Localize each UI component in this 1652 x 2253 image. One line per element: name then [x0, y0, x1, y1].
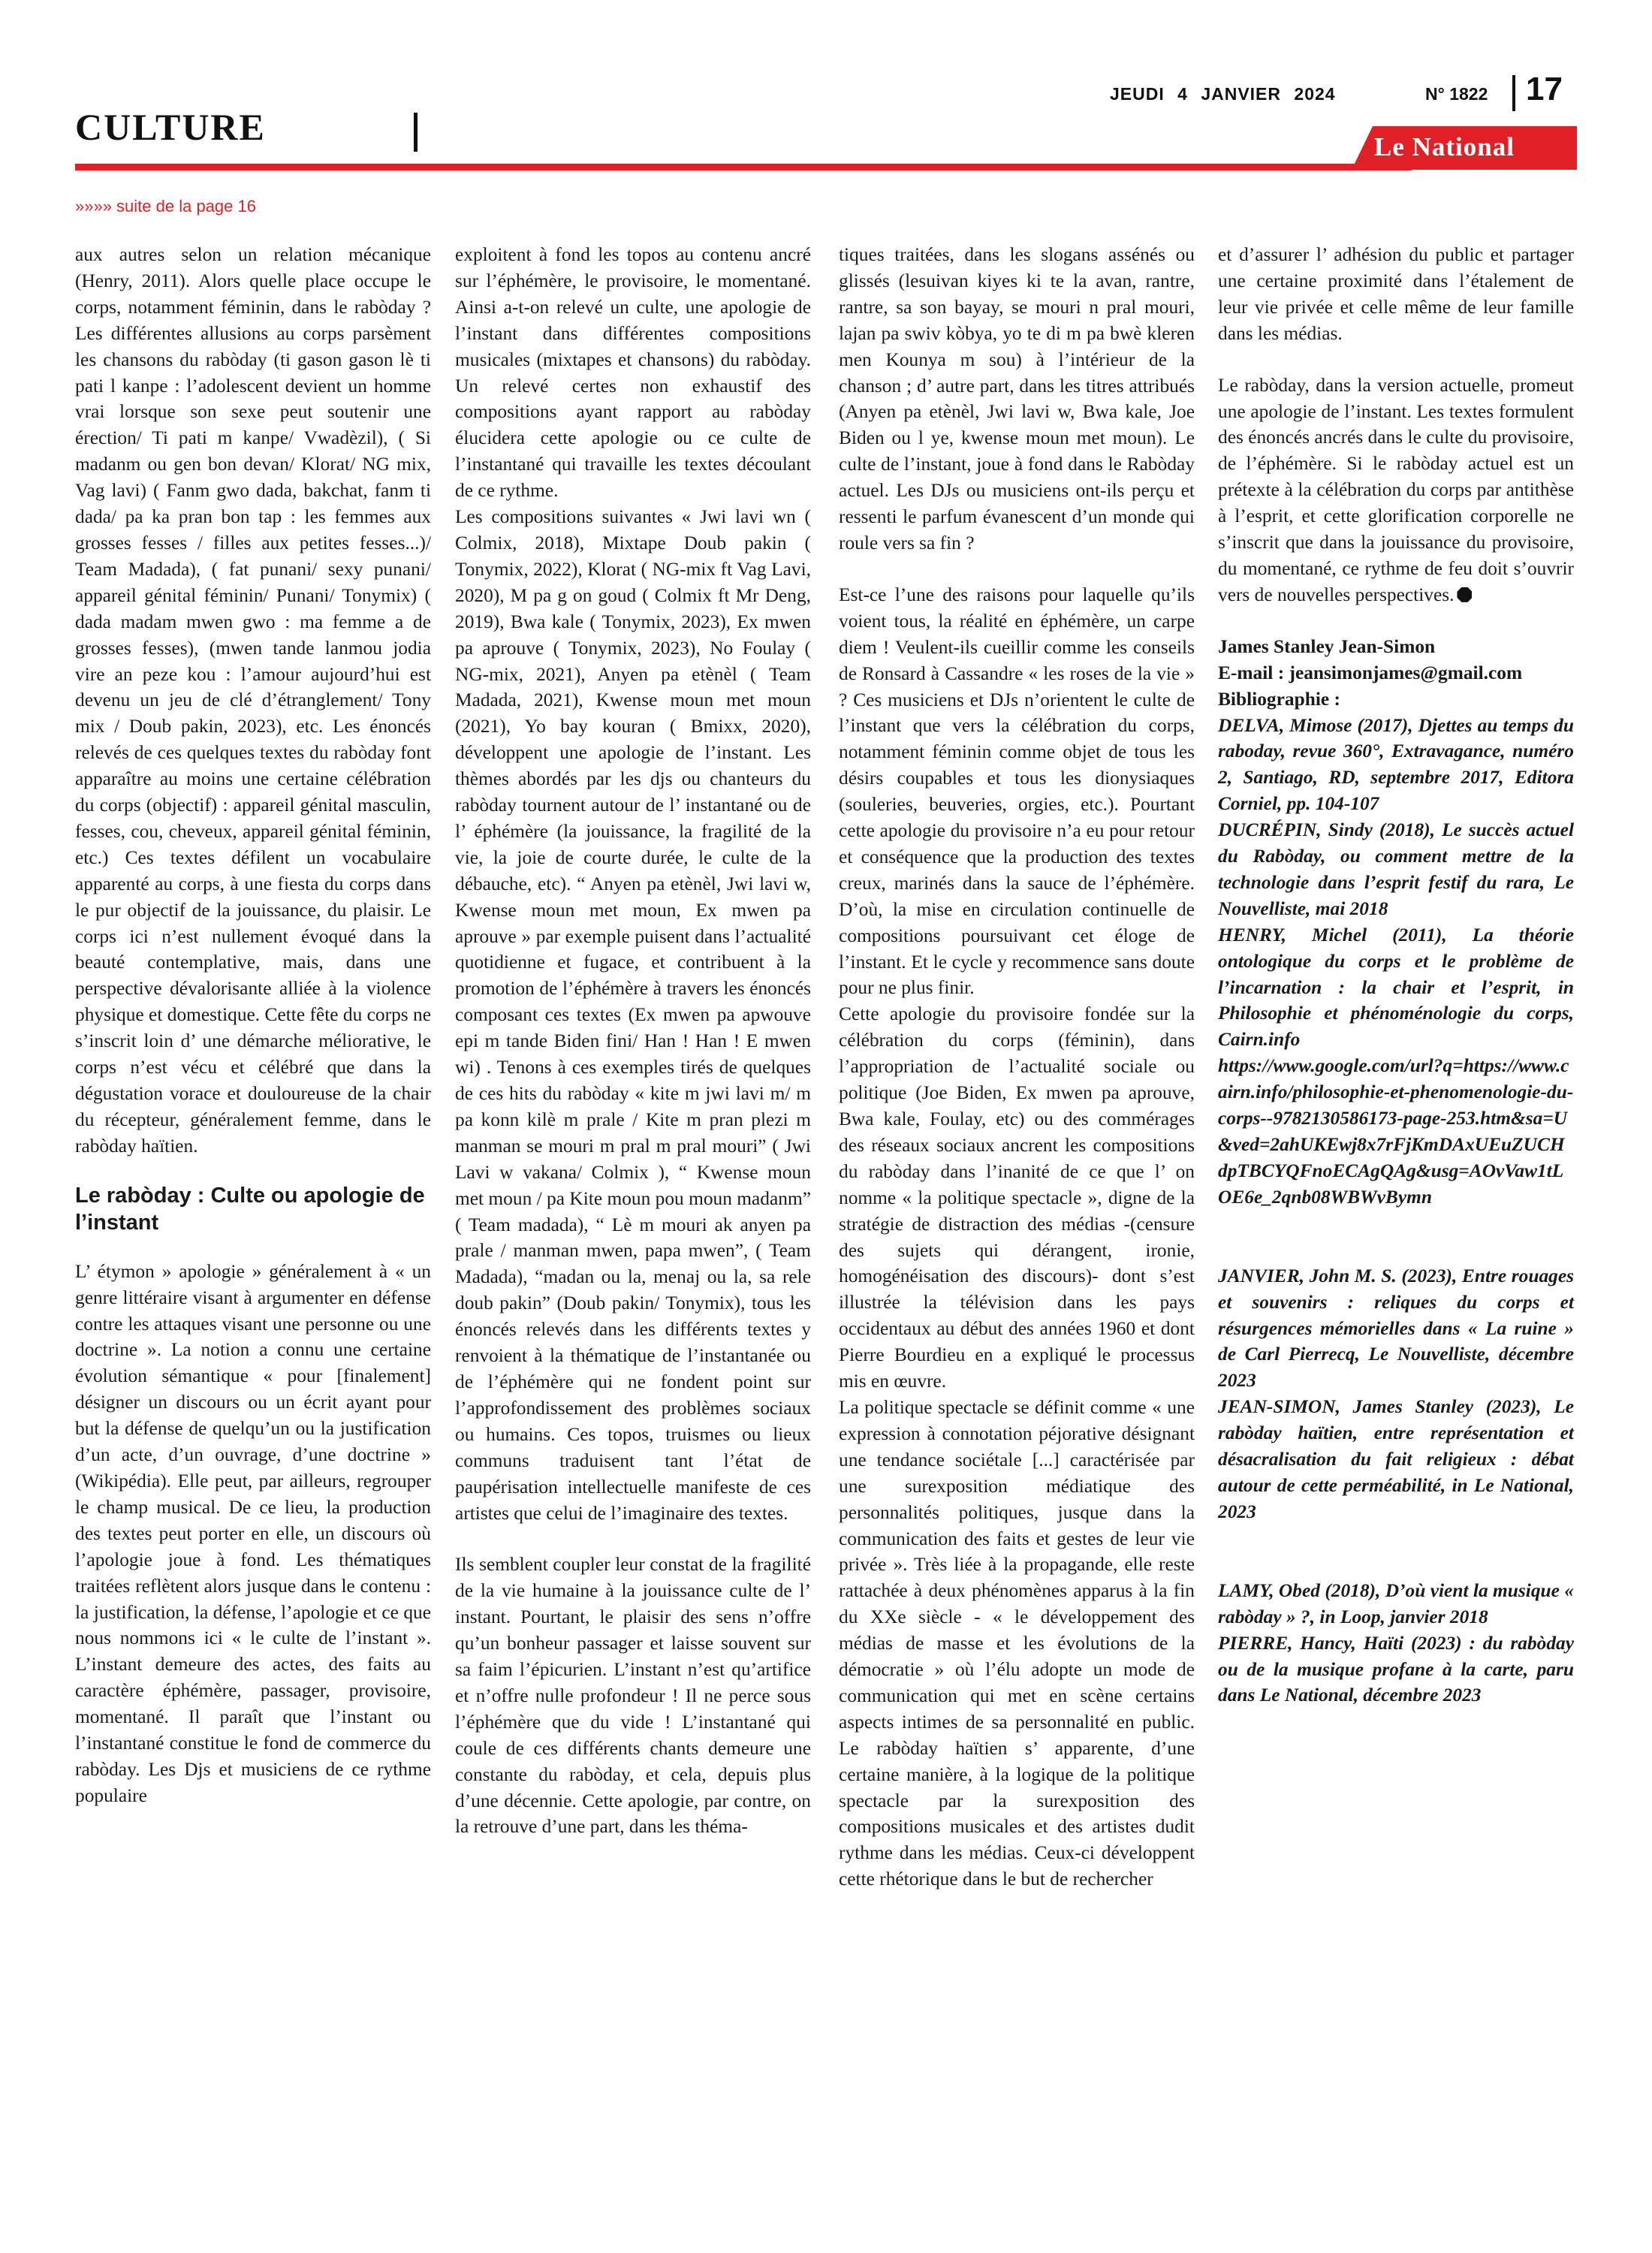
- paragraph: et d’assurer l’ adhésion du public et partager une certaine proximité dans l’étalement de leur vie privée et celle même de leur famille dans les médias.: [1218, 244, 1574, 344]
- bibliography-url[interactable]: https://www.google.com/url?q=https://www.cairn.info/philosophie-et-phenomenologie-du-corps--9782130586173-page-253.htm&sa=U&ved=2ahUKEwj8x7rFjKmDAxUEuZUCHdpTBCYQFnoECAgQAg&usg=AOvVaw1tLOE6e_2qnb08WBWvBymn: [1218, 1055, 1574, 1208]
- bibliography-entry: JEAN-SIMON, James Stanley (2023), Le rabòday haïtien, entre représentation et désacralisation du fait religieux : débat autour de cette perméabilité, in Le National, 2023: [1218, 1396, 1574, 1522]
- conclusion-paragraph: Le rabòday, dans la version actuelle, promeut une apologie de l’instant. Les textes formulent des énoncés ancrés dans le culte du provisoire, de l’éphémère. Si le rabòday actuel est un prétexte à la célébration du corps par antithèse à l’esprit, et cette glorification corporelle ne s’inscrit que dans la jouissance du provisoire, du momentané, ce rythme de feu doit s’ouvrir vers de nouvelles perspectives.: [1218, 374, 1574, 605]
- author-email: E-mail : jeansimonjames@gmail.com: [1218, 662, 1523, 683]
- author-name: James Stanley Jean-Simon: [1218, 635, 1436, 657]
- article-column-3: [839, 242, 1195, 1893]
- bibliography-entry: DELVA, Mimose (2017), Djettes au temps du raboday, revue 360°, Extravagance, numéro 2, Santiago, RD, septembre 2017, Editora Corniel, pp. 104-107: [1218, 714, 1574, 815]
- paragraph: Cette apologie du provisoire fondée sur la célébration du corps (féminin), dans l’appropriation de l’actualité sociale ou politique (Joe Biden, Ex mwen pa aprouve, Bwa kale, Foulay, etc) ou des commérages des réseaux sociaux ancrent les compositions du rabòday dans l’inanité de ce que l’ on nomme « la politique spectacle », digne de la stratégie de distraction des médias -(censure des sujets qui dérangent, ironie, homogénéisation des discours)- dont s’est illustrée la télévision dans les pays occidentaux au début des années 1960 et dont Pierre Bourdieu en a expliqué le processus mis en œuvre.: [839, 1003, 1195, 1392]
- header-rule: [75, 164, 1412, 170]
- paragraph: aux autres selon un relation mécanique (Henry, 2011). Alors quelle place occupe le corps, notamment féminin, dans le rabòday ? Les différentes allusions au corps parsèment les chansons du rabòday (ti gason gason lè ti pati l kanpe : l’adolescent devient un homme vrai lorsque son sexe peut soutenir une érection/ Ti pati m kanpe/ Vwadèzil), ( Si madanm ou gen bon devan/ Klorat/ NG mix, Vag lavi) ( Fanm gwo dada, bakchat, fanm ti dada/ pa ka pran bon tap : les femmes aux grosses fesses / filles aux petites fesses...)/ Team Madada), ( fat punani/ sexy punani/ appareil génital féminin/ Punani/ Tonymix) ( dada madam mwen gwo : ma femme a de grosses fesses), (mwen tande lanmou jodia vire an peze kou : l’amour aujourd’hui est devenu un jeu de clé d’étranglement/ Tony mix / Doub pakin, 2023), etc. Les énoncés relevés de ces quelques textes du rabòday font apparaître au moins une certaine célébration du corps (objectif) : appareil génital masculin, fesses, cou, cheveux, appareil génital féminin, etc.) Ces textes défilent un vocabulaire apparenté au corps, à une fiesta du corps dans le pur objectif de la jouissance, du plaisir. Le corps ici n’est nullement évoqué dans la beauté contemplative, mais, dans une perspective dévalorisante alliée à la violence physique et domestique. Cette fête du corps ne s’inscrit loin d’ une démarche méliorative, le corps n’est vécu et célébré que dans la dégustation vorace et douloureuse de la chair du récepteur, généralement femme, dans le rabòday haïtien.: [75, 244, 431, 1157]
- paragraph: La politique spectacle se définit comme « une expression à connotation péjorative désignant une tendance sociétale [...] caractérisée par une surexposition médiatique des personnalités politiques, jusque dans la communication des faits et gestes de leur vie privée ». Très liée à la propagande, elle reste rattachée à deux phénomènes apparus à la fin du XXe siècle - « le développement des médias de masse et les évolutions de la démocratie » où l’élu adopte un mode de communication qui met en scène certains aspects intimes de sa personnalité en public. Le rabòday haïtien s’ apparente, d’une certaine manière, à la logique de la politique spectacle par la surexposition des compositions musicales et des artistes dudit rythme dans les médias. Ceux-ci développent cette rhétorique dans le but de rechercher: [839, 1396, 1195, 1890]
- paragraph: exploitent à fond les topos au contenu ancré sur l’éphémère, le provisoire, le momentané. Ainsi a-t-on relevé un culte, une apologie de l’instant dans différentes compositions musicales (mixtapes et chansons) du rabòday. Un relevé certes non exhaustif des compositions ayant rapport au rabòday élucidera cette apologie ou ce culte de l’instantané qui travaille les textes découlant de ce rythme.: [455, 244, 811, 502]
- page-number: 17: [1526, 71, 1563, 107]
- paragraph: Ils semblent coupler leur constat de la fragilité de la vie humaine à la jouissance culte de l’ instant. Pourtant, le plaisir des sens n’offre qu’un bonheur passager et laisse souvent sur sa faim l’épicurien. L’instant n’est qu’artifice et n’offre nulle profondeur ! Il ne perce sous l’éphémère que du vide ! L’instantané qui coule de ces différents chants demeure une constante du rabòday, et cela, depuis plus d’une décennie. Cette apologie, par contre, on la retrouve d’une part, dans les théma-: [455, 1554, 811, 1838]
- paragraph: L’ étymon » apologie » généralement à « un genre littéraire visant à argumenter en défense contre les attaques visant une personne ou une doctrine ». La notion a connu une certaine évolution sémantique « pour [finalement] désigner un discours ou un écrit ayant pour but la défense de quelqu’un ou la justification d’un acte, d’un ouvrage, d’une doctrine » (Wikipédia). Elle peut, par ailleurs, regrouper le champ musical. De ce lieu, la production des textes peut porter en elle, un discours où l’apologie joue à fond. Les thématiques traitées reflètent alors jusque dans le contenu : la justification, la défense, l’apologie et ce que nous nommons ici « le culte de l’instant ». L’instant demeure des actes, des faits au caractère éphémère, passager, provisoire, momentané. Il paraît que l’instant ou l’instantané constitue le fond de commerce du rabòday. Les Djs et musiciens de ce rythme populaire: [75, 1260, 431, 1806]
- article-column-4: [1218, 242, 1574, 1709]
- bibliography-entry: JANVIER, John M. S. (2023), Entre rouages et souvenirs : reliques du corps et résurgences mémorielles dans « La ruine » de Carl Pierrecq, Le Nouvelliste, décembre 2023: [1218, 1265, 1574, 1392]
- section-divider: [414, 113, 418, 152]
- issue-number: N° 1822: [1425, 84, 1488, 104]
- issue-date: JEUDI 4 JANVIER 2024: [1110, 84, 1336, 104]
- bibliography-title: Bibliographie :: [1218, 688, 1340, 710]
- end-of-article-mark: [1457, 587, 1472, 602]
- bibliography-entry: PIERRE, Hancy, Haïti (2023) : du rabòday ou de la musique profane à la carte, paru dans Le National, décembre 2023: [1218, 1632, 1574, 1706]
- paragraph: Est-ce l’une des raisons pour laquelle qu’ils voient tous, la réalité en éphémère, un carpe diem ! Veulent-ils cueillir comme les conseils de Ronsard à Cassandre « les roses de la vie » ? Ces musiciens et DJs n’orientent le culte de l’instant que vers la célébration du corps, notamment féminin comme objet de tous les désirs coupables et tous les dionysiaques (souleries, beuveries, orgies, etc.). Pourtant cette apologie du provisoire n’a eu pour retour et conséquence que la production des textes creux, marinés dans la sauce de l’éphémère. D’où, la mise en circulation continuelle de compositions poursuivant cet éloge de l’instant. Et le cycle y recommence sans doute pour ne plus finir.: [839, 584, 1195, 999]
- paragraph: Les compositions suivantes « Jwi lavi wn ( Colmix, 2018), Mixtape Doub pakin ( Tonymix, 2022), Klorat ( NG-mix ft Vag Lavi, 2020), M pa g on goud ( Colmix ft Mr Deng, 2019), Bwa kale ( Tonymix, 2023), Ex mwen pa aprouve ( Tonymix, 2023), No Foulay ( NG-mix, 2021), Anyen pa etènèl ( Team Madada, 2021), Kwense moun met moun (2021), Yo bay kouran ( Bmixx, 2020), développent une apologie de l’instant. Les thèmes abordés par les djs ou chanteurs du rabòday tournent autour de l’ instantané ou de l’ éphémère (la jouissance, la fragilité de la vie, la joie de courte durée, le culte de la débauche, etc). “ Anyen pa etènèl, Jwi lavi w, Kwense moun met moun, Ex mwen pa aprouve » par exemple puisent dans l’actualité quotidienne et fugace, et contribuent à la promotion de l’éphémère à travers les énoncés composant ces textes (Ex mwen pa apwouve epi m tande Biden fini/ Han ! Han ! E mwen wi) . Tenons à ces exemples tirés de quelques de ces hits du rabòday « kite m jwi lavi m/ m pa konn kilè m prale / Kite m pran plezi m manman se mouri m pral m pral mouri” ( Jwi Lavi w vakana/ Colmix ), “ Kwense moun met moun / pa Kite moun pou moun madanm” ( Team madada), “ Lè m mouri ak anyen pa prale / manman mwen, papa mwen”, ( Team Madada), “madan ou la, menaj ou la, sa rele doub pakin” (Doub pakin/ Tonymix), tous les énoncés relevés dans les différents textes y renvoient à la thématique de l’instantanée ou de l’éphémère qui ne fondent point sur l’approfondissement des problèmes sociaux ou humains. Ces topos, truismes ou lieux communs traduisent tant l’état de paupérisation intellectuelle manifeste de ces artistes que celui de l’imaginaire des textes.: [455, 506, 811, 1524]
- page-number-divider: [1512, 75, 1515, 111]
- article-column-2: [455, 242, 811, 1840]
- subheading: Le rabòday : Culte ou apologie de l’instant: [75, 1183, 425, 1235]
- paragraph: tiques traitées, dans les slogans assénés ou glissés (lesuivan kiyes ki te la avan, rantre, rantre, sa son bayay, se mouri n pral mouri, lajan pa swiv kòbya, yo te di m pa bwè kleren men Kounya m sou) à l’intérieur de la chanson ; d’ autre part, dans les titres attribués (Anyen pa etènèl, Jwi lavi w, Bwa kale, Joe Biden ou l ye, kwense moun met moun). Le culte de l’instant, joue à fond dans le Rabòday actuel. Les DJs ou musiciens ont-ils perçu et ressenti le parfum évanescent d’un monde qui roule vers sa fin ?: [839, 244, 1195, 553]
- bibliography-entry: HENRY, Michel (2011), La théorie ontologique du corps et le problème de l’incarnation : la chair et l’esprit, in Philosophie et phénoménologie du corps, Cairn.info https://www.google.com/url?q=https://www.cairn.info/philosophie-et-phenomenologie-du-corps--9782130586173-page-253.htm&sa=U&ved=2ahUKEwj8x7rFjKmDAxUEuZUCHdpTBCYQFnoECAgQAg&usg=AOvVaw1tLOE6e_2qnb08WBWvBymn: [1218, 922, 1574, 1211]
- article-column-1: [75, 242, 431, 1809]
- bibliography-entry: DUCRÉPIN, Sindy (2018), Le succès actuel du Rabòday, ou comment mettre de la technologie dans l’esprit festif du rara, Le Nouvelliste, mai 2018: [1218, 819, 1574, 919]
- bibliography-entry: LAMY, Obed (2018), D’où vient la musique « rabòday » ?, in Loop, janvier 2018: [1218, 1579, 1574, 1627]
- section-title: CULTURE: [75, 106, 266, 148]
- masthead-name: Le National: [1374, 132, 1515, 161]
- continuation-note: »»»» suite de la page 16: [75, 197, 256, 216]
